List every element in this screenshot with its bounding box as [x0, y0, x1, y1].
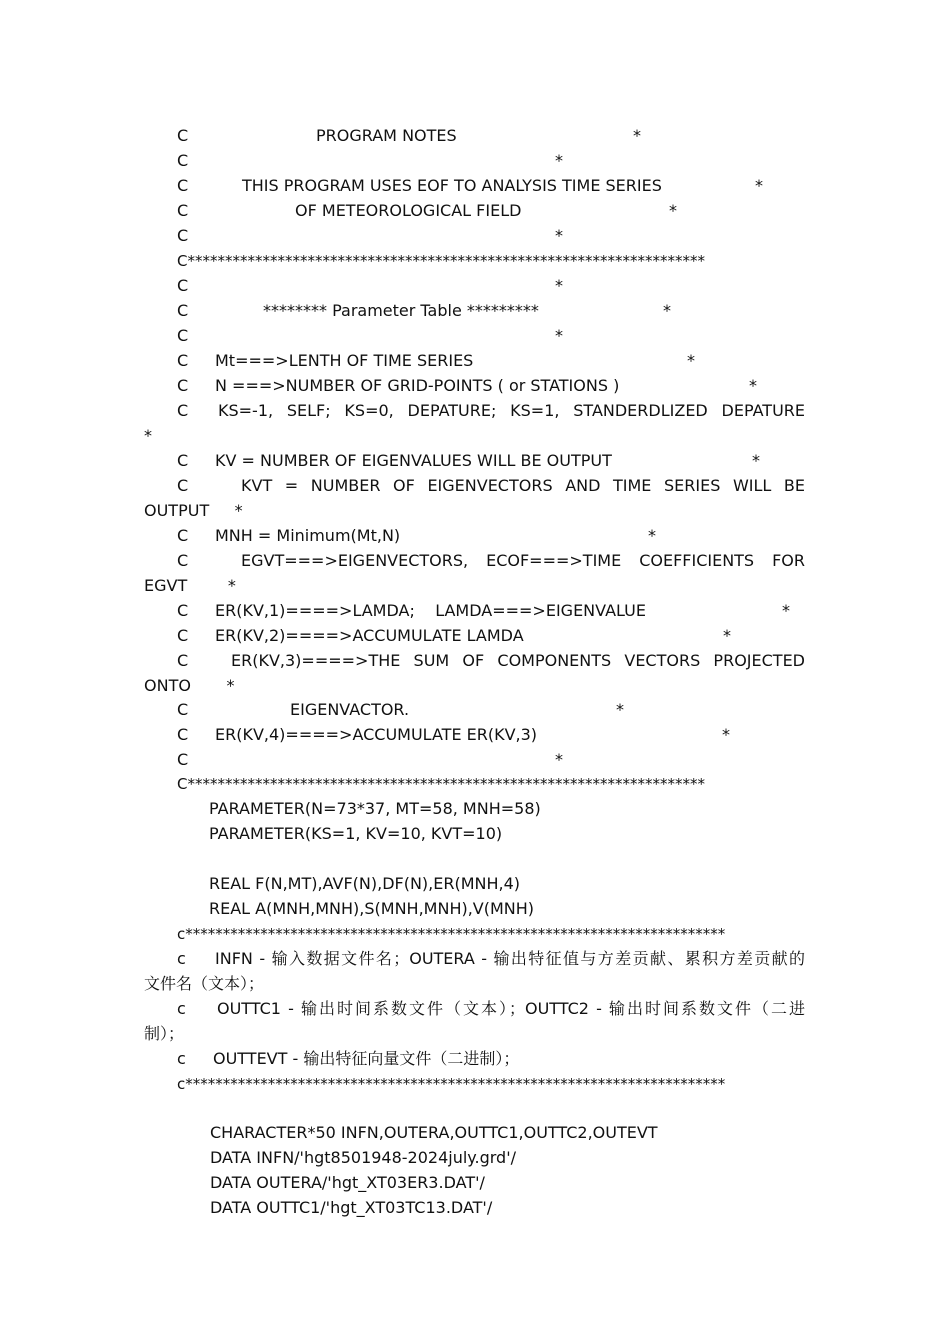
comment-marker: C [177, 725, 189, 744]
comment-star: * [752, 451, 760, 470]
comment-star: * [648, 526, 656, 545]
comment-marker: C [177, 626, 189, 645]
comment-marker: C [177, 750, 189, 769]
code-line: DATA OUTERA/'hgt_XT03ER3.DAT'/ [210, 1173, 485, 1192]
comment-marker: c [177, 999, 186, 1018]
comment-star: * [555, 750, 563, 769]
comment-text: MNH = Minimum(Mt,N) [215, 526, 401, 545]
code-line: DATA OUTTC1/'hgt_XT03TC13.DAT'/ [210, 1198, 493, 1217]
comment-marker: C [177, 276, 189, 295]
comment-text: OF METEOROLOGICAL FIELD [295, 201, 522, 220]
comment-text: KV = NUMBER OF EIGENVALUES WILL BE OUTPUT [215, 451, 612, 470]
comment-wrap: 制）； [144, 1024, 185, 1043]
comment-text: ER(KV,1)====>LAMDA; LAMDA===>EIGENVALUE [215, 601, 646, 620]
comment-text: ER(KV,3)====>THE SUM OF COMPONENTS VECTORS PROJECTED [231, 651, 805, 670]
code-line: REAL A(MNH,MNH),S(MNH,MNH),V(MNH) [209, 899, 535, 918]
comment-marker: C [177, 151, 189, 170]
comment-text: N ===>NUMBER OF GRID-POINTS ( or STATIONS ) [215, 376, 620, 395]
comment-text: OUTTC1 - 输出时间系数文件（文本）；OUTTC2 - 输出时间系数文件（二进 [217, 999, 805, 1018]
comment-marker: C [177, 651, 189, 670]
comment-star: * [755, 176, 763, 195]
comment-marker: C [177, 476, 189, 495]
comment-text: OUTTEVT - 输出特征向量文件（二进制）； [213, 1049, 520, 1068]
comment-star: * [722, 725, 730, 744]
code-line: CHARACTER*50 INFN,OUTERA,OUTTC1,OUTTC2,OUTEVT [210, 1123, 658, 1142]
comment-text: INFN - 输入数据文件名；OUTERA - 输出特征值与方差贡献、累积方差贡献的 [215, 949, 805, 968]
comment-marker: C [177, 126, 189, 145]
comment-marker: C [177, 376, 189, 395]
comment-marker: C [177, 201, 189, 220]
separator-line: C********************************************************************* [177, 775, 705, 793]
comment-marker: C [177, 601, 189, 620]
comment-wrap: ONTO * [144, 676, 235, 695]
comment-marker: C [177, 176, 189, 195]
comment-text: Mt===>LENTH OF TIME SERIES [215, 351, 474, 370]
separator-line: c************************************************************************ [177, 1075, 726, 1093]
comment-star: * [555, 276, 563, 295]
comment-text: PROGRAM NOTES [316, 126, 457, 145]
comment-star: * [723, 626, 731, 645]
comment-wrap: OUTPUT * [144, 501, 243, 520]
comment-marker: C [177, 451, 189, 470]
section-heading: ******** Parameter Table ********* [263, 301, 539, 320]
comment-star: * [687, 351, 695, 370]
comment-marker: C [177, 326, 189, 345]
comment-star: * [749, 376, 757, 395]
comment-text: KS=-1, SELF; KS=0, DEPATURE; KS=1, STANDERDLIZED DEPATURE [218, 401, 805, 420]
comment-star: * [633, 126, 641, 145]
comment-star: * [669, 201, 677, 220]
comment-marker: C [177, 226, 189, 245]
code-line: REAL F(N,MT),AVF(N),DF(N),ER(MNH,4) [209, 874, 521, 893]
comment-marker: c [177, 1049, 186, 1068]
comment-star: * [555, 151, 563, 170]
comment-marker: C [177, 551, 189, 570]
comment-text: ER(KV,2)====>ACCUMULATE LAMDA [215, 626, 524, 645]
comment-star: * [555, 326, 563, 345]
comment-marker: C [177, 401, 189, 420]
code-line: PARAMETER(N=73*37, MT=58, MNH=58) [209, 799, 541, 818]
comment-star: * [782, 601, 790, 620]
comment-marker: c [177, 949, 186, 968]
comment-marker: C [177, 700, 189, 719]
comment-text: EGVT===>EIGENVECTORS, ECOF===>TIME COEFFICIENTS FOR [241, 551, 805, 570]
comment-star: * [616, 700, 624, 719]
comment-text: ER(KV,4)====>ACCUMULATE ER(KV,3) [215, 725, 538, 744]
separator-line: c************************************************************************ [177, 925, 726, 943]
comment-marker: C [177, 301, 189, 320]
comment-text: KVT = NUMBER OF EIGENVECTORS AND TIME SERIES WILL BE [241, 476, 805, 495]
comment-marker: C [177, 526, 189, 545]
comment-text: EIGENVACTOR. [290, 700, 410, 719]
code-line: DATA INFN/'hgt8501948-2024july.grd'/ [210, 1148, 516, 1167]
comment-star: * [555, 226, 563, 245]
comment-wrap: * [144, 426, 152, 445]
comment-wrap: EGVT * [144, 576, 236, 595]
comment-star: * [663, 301, 671, 320]
code-line: PARAMETER(KS=1, KV=10, KVT=10) [209, 824, 503, 843]
comment-marker: C [177, 351, 189, 370]
comment-wrap: 文件名（文本）； [144, 974, 265, 993]
separator-line: C********************************************************************* [177, 252, 705, 270]
comment-text: THIS PROGRAM USES EOF TO ANALYSIS TIME SERIES [242, 176, 662, 195]
